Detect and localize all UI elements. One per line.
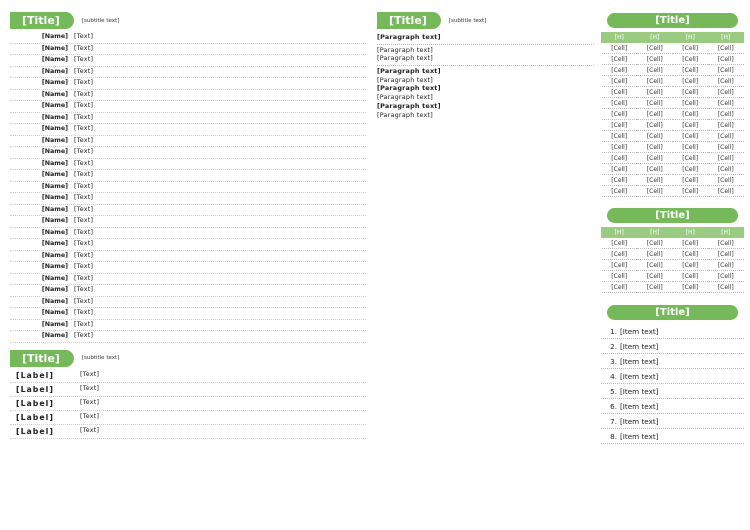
love-room-cell: [Cell] bbox=[708, 238, 744, 249]
life-cell-cell: [Cell] bbox=[637, 109, 673, 120]
life-cell-cell: [Cell] bbox=[637, 87, 673, 98]
life-cell-header-cell: [H] bbox=[602, 33, 638, 43]
thanks-text: [Text] bbox=[74, 274, 94, 282]
prayer-item bbox=[601, 399, 744, 414]
cell-paragraph: [Paragraph text] bbox=[377, 101, 441, 110]
thanks-name: [Name] bbox=[41, 79, 68, 86]
prayer-item bbox=[601, 354, 744, 369]
thanks-row bbox=[10, 170, 366, 182]
thanks-row bbox=[10, 113, 366, 125]
thanks-name: [Name] bbox=[41, 136, 68, 144]
life-cell-cell: [Cell] bbox=[673, 186, 709, 197]
offering-row bbox=[10, 383, 366, 397]
love-room-cell: [Cell] bbox=[637, 282, 673, 293]
cell-paragraph: [Paragraph text] bbox=[377, 33, 441, 41]
love-room-cell: [Cell] bbox=[602, 260, 638, 271]
life-cell-cell: [Cell] bbox=[602, 109, 638, 120]
cell-paragraph: [Paragraph text] bbox=[377, 75, 433, 84]
life-cell-cell: [Cell] bbox=[673, 87, 709, 98]
thanks-row bbox=[10, 297, 366, 309]
thanks-text: [Text] bbox=[74, 263, 94, 270]
love-room-cell: [Cell] bbox=[708, 260, 744, 271]
life-cell-cell: [Cell] bbox=[637, 120, 673, 131]
life-cell-cell: [Cell] bbox=[602, 186, 638, 197]
life-cell-cell: [Cell] bbox=[708, 142, 744, 153]
thanks-text: [Text] bbox=[74, 125, 94, 132]
life-cell-cell: [Cell] bbox=[637, 142, 673, 153]
life-cell-row bbox=[602, 142, 744, 153]
section-divider bbox=[377, 44, 594, 45]
prayer-text: [Item text] bbox=[620, 371, 659, 381]
cell-paragraph: [Paragraph text] bbox=[377, 110, 433, 119]
love-room-cell: [Cell] bbox=[673, 282, 709, 293]
love-room-head-row bbox=[602, 228, 744, 238]
life-cell-cell: [Cell] bbox=[673, 164, 709, 175]
thanks-name: [Name] bbox=[41, 251, 68, 259]
love-room-cell: [Cell] bbox=[602, 271, 638, 282]
life-cell-cell: [Cell] bbox=[637, 43, 673, 54]
life-cell-cell: [Cell] bbox=[602, 65, 638, 76]
life-cell-cell: [Cell] bbox=[673, 142, 709, 153]
prayer-item bbox=[601, 369, 744, 384]
life-cell-cell: [Cell] bbox=[602, 98, 638, 109]
thanks-text: [Text] bbox=[74, 228, 94, 236]
love-room-table bbox=[601, 227, 744, 293]
love-room-row bbox=[602, 282, 744, 293]
cell-header bbox=[377, 12, 594, 29]
offering-text: [Text] bbox=[80, 370, 100, 378]
life-cell-cell: [Cell] bbox=[602, 131, 638, 142]
thanks-row bbox=[10, 55, 366, 67]
thanks-text: [Text] bbox=[74, 251, 94, 259]
offering-list bbox=[10, 369, 366, 439]
thanks-row bbox=[10, 239, 366, 251]
thanks-name: [Name] bbox=[41, 320, 68, 328]
thanks-name: [Name] bbox=[41, 228, 68, 236]
offering-label: [Label] bbox=[16, 370, 54, 380]
thanks-text: [Text] bbox=[74, 148, 94, 155]
life-cell-cell: [Cell] bbox=[708, 120, 744, 131]
love-room-cell: [Cell] bbox=[637, 249, 673, 260]
thanks-row bbox=[10, 320, 366, 332]
love-room-cell: [Cell] bbox=[602, 249, 638, 260]
love-room-cell: [Cell] bbox=[673, 249, 709, 260]
thanks-name: [Name] bbox=[41, 205, 68, 213]
thanks-name: [Name] bbox=[41, 33, 68, 40]
life-cell-cell: [Cell] bbox=[673, 131, 709, 142]
cell-paragraph: [Paragraph text] bbox=[377, 67, 441, 76]
thanks-name: [Name] bbox=[41, 274, 68, 282]
thanks-row bbox=[10, 159, 366, 171]
prayer-item bbox=[601, 324, 744, 339]
life-cell-cell: [Cell] bbox=[673, 54, 709, 65]
life-cell-row bbox=[602, 175, 744, 186]
thanks-row bbox=[10, 308, 366, 320]
love-room-row bbox=[602, 249, 744, 260]
thanks-text: [Text] bbox=[74, 182, 94, 190]
life-cell-row bbox=[602, 65, 744, 76]
cell-paragraph: [Paragraph text] bbox=[377, 93, 433, 102]
life-cell-cell: [Cell] bbox=[637, 54, 673, 65]
life-cell-row bbox=[602, 98, 744, 109]
love-room-cell: [Cell] bbox=[673, 260, 709, 271]
thanks-row bbox=[10, 67, 366, 79]
thanks-row bbox=[10, 285, 366, 297]
life-cell-header-cell: [H] bbox=[637, 33, 673, 43]
cell-body bbox=[377, 33, 594, 119]
thanks-row bbox=[10, 331, 366, 343]
prayer-number: 3. bbox=[610, 356, 617, 366]
life-cell-cell: [Cell] bbox=[637, 76, 673, 87]
life-cell-row bbox=[602, 153, 744, 164]
thanks-text: [Text] bbox=[74, 217, 94, 224]
prayer-number: 8. bbox=[610, 431, 617, 441]
offering-header bbox=[10, 350, 366, 367]
prayer-item bbox=[601, 429, 744, 444]
life-cell-cell: [Cell] bbox=[602, 120, 638, 131]
love-room-header-cell: [H] bbox=[673, 228, 709, 238]
thanks-row bbox=[10, 262, 366, 274]
thanks-name: [Name] bbox=[41, 67, 68, 75]
thanks-row bbox=[10, 216, 366, 228]
thanks-text: [Text] bbox=[74, 136, 94, 144]
prayer-text: [Item text] bbox=[620, 431, 659, 441]
life-cell-cell: [Cell] bbox=[708, 43, 744, 54]
thanks-note: [subtitle text] bbox=[81, 17, 120, 24]
life-cell-cell: [Cell] bbox=[637, 186, 673, 197]
thanks-text: [Text] bbox=[74, 286, 94, 293]
life-cell-row bbox=[602, 43, 744, 54]
thanks-row bbox=[10, 136, 366, 148]
thanks-text: [Text] bbox=[74, 44, 94, 52]
thanks-text: [Text] bbox=[74, 56, 94, 63]
cell-column bbox=[377, 0, 594, 530]
thanks-text: [Text] bbox=[74, 102, 94, 109]
thanks-row bbox=[10, 182, 366, 194]
thanks-name: [Name] bbox=[41, 171, 68, 178]
cell-paragraph: [Paragraph text] bbox=[377, 45, 433, 54]
thanks-row bbox=[10, 78, 366, 90]
life-cell-cell: [Cell] bbox=[708, 164, 744, 175]
life-cell-cell: [Cell] bbox=[673, 175, 709, 186]
offering-row bbox=[10, 369, 366, 383]
prayer-list bbox=[601, 324, 744, 444]
thanks-text: [Text] bbox=[74, 332, 94, 339]
thanks-text: [Text] bbox=[74, 309, 94, 316]
prayer-number: 5. bbox=[610, 386, 617, 396]
thanks-name: [Name] bbox=[41, 217, 68, 224]
thanks-row bbox=[10, 101, 366, 113]
life-cell-header-cell: [H] bbox=[673, 33, 709, 43]
offering-text: [Text] bbox=[80, 398, 100, 406]
thanks-name: [Name] bbox=[41, 182, 68, 190]
life-cell-cell: [Cell] bbox=[637, 175, 673, 186]
life-cell-cell: [Cell] bbox=[673, 76, 709, 87]
prayer-number: 6. bbox=[610, 401, 617, 411]
section-divider bbox=[377, 65, 594, 66]
life-cell-row bbox=[602, 76, 744, 87]
love-room-row bbox=[602, 260, 744, 271]
prayer-title: [Title] bbox=[607, 305, 738, 320]
thanks-list bbox=[10, 32, 366, 343]
life-cell-table bbox=[601, 32, 744, 197]
thanks-text: [Text] bbox=[74, 240, 94, 247]
thanks-name: [Name] bbox=[41, 240, 68, 247]
thanks-text: [Text] bbox=[74, 33, 94, 40]
offering-row bbox=[10, 425, 366, 439]
life-cell-header-cell: [H] bbox=[708, 33, 744, 43]
life-cell-cell: [Cell] bbox=[708, 54, 744, 65]
life-cell-cell: [Cell] bbox=[637, 164, 673, 175]
prayer-text: [Item text] bbox=[620, 401, 659, 411]
prayer-number: 7. bbox=[610, 416, 617, 426]
thanks-name: [Name] bbox=[41, 332, 68, 339]
cell-note: [subtitle text] bbox=[448, 17, 487, 24]
life-cell-cell: [Cell] bbox=[637, 65, 673, 76]
offering-text: [Text] bbox=[80, 384, 100, 392]
thanks-row bbox=[10, 228, 366, 240]
thanks-text: [Text] bbox=[74, 79, 94, 86]
life-cell-cell: [Cell] bbox=[708, 175, 744, 186]
life-cell-title: [Title] bbox=[607, 13, 738, 28]
thanks-name: [Name] bbox=[41, 309, 68, 316]
life-cell-cell: [Cell] bbox=[673, 153, 709, 164]
offering-label: [Label] bbox=[16, 426, 54, 436]
life-cell-cell: [Cell] bbox=[602, 164, 638, 175]
life-cell-head-row bbox=[602, 33, 744, 43]
love-room-cell: [Cell] bbox=[637, 260, 673, 271]
life-cell-cell: [Cell] bbox=[602, 175, 638, 186]
thanks-text: [Text] bbox=[74, 194, 94, 201]
thanks-text: [Text] bbox=[74, 113, 94, 121]
thanks-row bbox=[10, 124, 366, 136]
life-cell-cell: [Cell] bbox=[602, 54, 638, 65]
thanks-name: [Name] bbox=[41, 148, 68, 155]
love-room-header-cell: [H] bbox=[602, 228, 638, 238]
offering-row bbox=[10, 397, 366, 411]
prayer-text: [Item text] bbox=[620, 416, 659, 426]
life-cell-cell: [Cell] bbox=[708, 131, 744, 142]
offering-label: [Label] bbox=[16, 412, 54, 422]
thanks-row bbox=[10, 32, 366, 44]
thanks-name: [Name] bbox=[41, 286, 68, 293]
life-cell-cell: [Cell] bbox=[673, 65, 709, 76]
prayer-text: [Item text] bbox=[620, 356, 659, 366]
thanks-name: [Name] bbox=[41, 297, 68, 305]
prayer-text: [Item text] bbox=[620, 341, 659, 351]
life-cell-cell: [Cell] bbox=[602, 142, 638, 153]
thanks-name: [Name] bbox=[41, 125, 68, 132]
thanks-text: [Text] bbox=[74, 205, 94, 213]
life-cell-cell: [Cell] bbox=[602, 87, 638, 98]
prayer-text: [Item text] bbox=[620, 326, 659, 336]
love-room-cell: [Cell] bbox=[708, 249, 744, 260]
thanks-row bbox=[10, 147, 366, 159]
love-room-cell: [Cell] bbox=[637, 238, 673, 249]
life-cell-cell: [Cell] bbox=[708, 153, 744, 164]
thanks-text: [Text] bbox=[74, 90, 94, 98]
thanks-row bbox=[10, 193, 366, 205]
offering-text: [Text] bbox=[80, 426, 100, 434]
thanks-name: [Name] bbox=[41, 44, 68, 52]
life-cell-cell: [Cell] bbox=[602, 43, 638, 54]
life-cell-cell: [Cell] bbox=[708, 186, 744, 197]
thanks-name: [Name] bbox=[41, 102, 68, 109]
thanks-column bbox=[10, 0, 366, 530]
thanks-name: [Name] bbox=[41, 90, 68, 98]
life-cell-cell: [Cell] bbox=[708, 109, 744, 120]
life-cell-cell: [Cell] bbox=[708, 76, 744, 87]
offering-row bbox=[10, 411, 366, 425]
thanks-row bbox=[10, 44, 366, 56]
offering-title: [Title] bbox=[10, 350, 74, 367]
prayer-number: 1. bbox=[610, 326, 617, 336]
thanks-header bbox=[10, 12, 366, 29]
thanks-text: [Text] bbox=[74, 67, 94, 75]
life-cell-row bbox=[602, 120, 744, 131]
thanks-row bbox=[10, 251, 366, 263]
offering-label: [Label] bbox=[16, 384, 54, 394]
life-cell-row bbox=[602, 87, 744, 98]
love-room-row bbox=[602, 271, 744, 282]
prayer-number: 2. bbox=[610, 341, 617, 351]
love-room-cell: [Cell] bbox=[637, 271, 673, 282]
thanks-name: [Name] bbox=[41, 194, 68, 201]
life-cell-row bbox=[602, 164, 744, 175]
life-cell-row bbox=[602, 131, 744, 142]
prayer-item bbox=[601, 339, 744, 354]
thanks-text: [Text] bbox=[74, 159, 94, 167]
life-cell-cell: [Cell] bbox=[673, 109, 709, 120]
thanks-row bbox=[10, 90, 366, 102]
life-cell-cell: [Cell] bbox=[708, 65, 744, 76]
life-cell-row bbox=[602, 109, 744, 120]
thanks-name: [Name] bbox=[41, 159, 68, 167]
love-room-header-cell: [H] bbox=[708, 228, 744, 238]
cell-title: [Title] bbox=[377, 12, 441, 29]
thanks-text: [Text] bbox=[74, 320, 94, 328]
life-cell-cell: [Cell] bbox=[637, 153, 673, 164]
thanks-row bbox=[10, 274, 366, 286]
prayer-item bbox=[601, 384, 744, 399]
offering-label: [Label] bbox=[16, 398, 54, 408]
love-room-cell: [Cell] bbox=[673, 238, 709, 249]
life-cell-cell: [Cell] bbox=[708, 98, 744, 109]
love-room-cell: [Cell] bbox=[673, 271, 709, 282]
life-cell-cell: [Cell] bbox=[673, 98, 709, 109]
cell-paragraph: [Paragraph text] bbox=[377, 54, 433, 63]
thanks-title: [Title] bbox=[10, 12, 74, 29]
thanks-name: [Name] bbox=[41, 263, 68, 270]
prayer-text: [Item text] bbox=[620, 386, 659, 396]
offering-text: [Text] bbox=[80, 412, 100, 420]
love-room-cell: [Cell] bbox=[708, 282, 744, 293]
offering-note: [subtitle text] bbox=[81, 355, 120, 361]
love-room-header-cell: [H] bbox=[637, 228, 673, 238]
love-room-cell: [Cell] bbox=[602, 238, 638, 249]
thanks-name: [Name] bbox=[41, 113, 68, 121]
love-room-title: [Title] bbox=[607, 208, 738, 223]
life-cell-row bbox=[602, 186, 744, 197]
thanks-name: [Name] bbox=[41, 56, 68, 63]
life-cell-row bbox=[602, 54, 744, 65]
cell-paragraph: [Paragraph text] bbox=[377, 84, 441, 93]
life-cell-cell: [Cell] bbox=[637, 98, 673, 109]
life-cell-cell: [Cell] bbox=[708, 87, 744, 98]
prayer-item bbox=[601, 414, 744, 429]
love-room-cell: [Cell] bbox=[602, 282, 638, 293]
right-column bbox=[601, 0, 744, 530]
thanks-row bbox=[10, 205, 366, 217]
life-cell-cell: [Cell] bbox=[637, 131, 673, 142]
thanks-text: [Text] bbox=[74, 297, 94, 305]
life-cell-cell: [Cell] bbox=[673, 120, 709, 131]
prayer-number: 4. bbox=[610, 371, 617, 381]
life-cell-cell: [Cell] bbox=[602, 153, 638, 164]
life-cell-cell: [Cell] bbox=[602, 76, 638, 87]
thanks-text: [Text] bbox=[74, 171, 94, 178]
life-cell-cell: [Cell] bbox=[673, 43, 709, 54]
love-room-cell: [Cell] bbox=[708, 271, 744, 282]
love-room-row bbox=[602, 238, 744, 249]
